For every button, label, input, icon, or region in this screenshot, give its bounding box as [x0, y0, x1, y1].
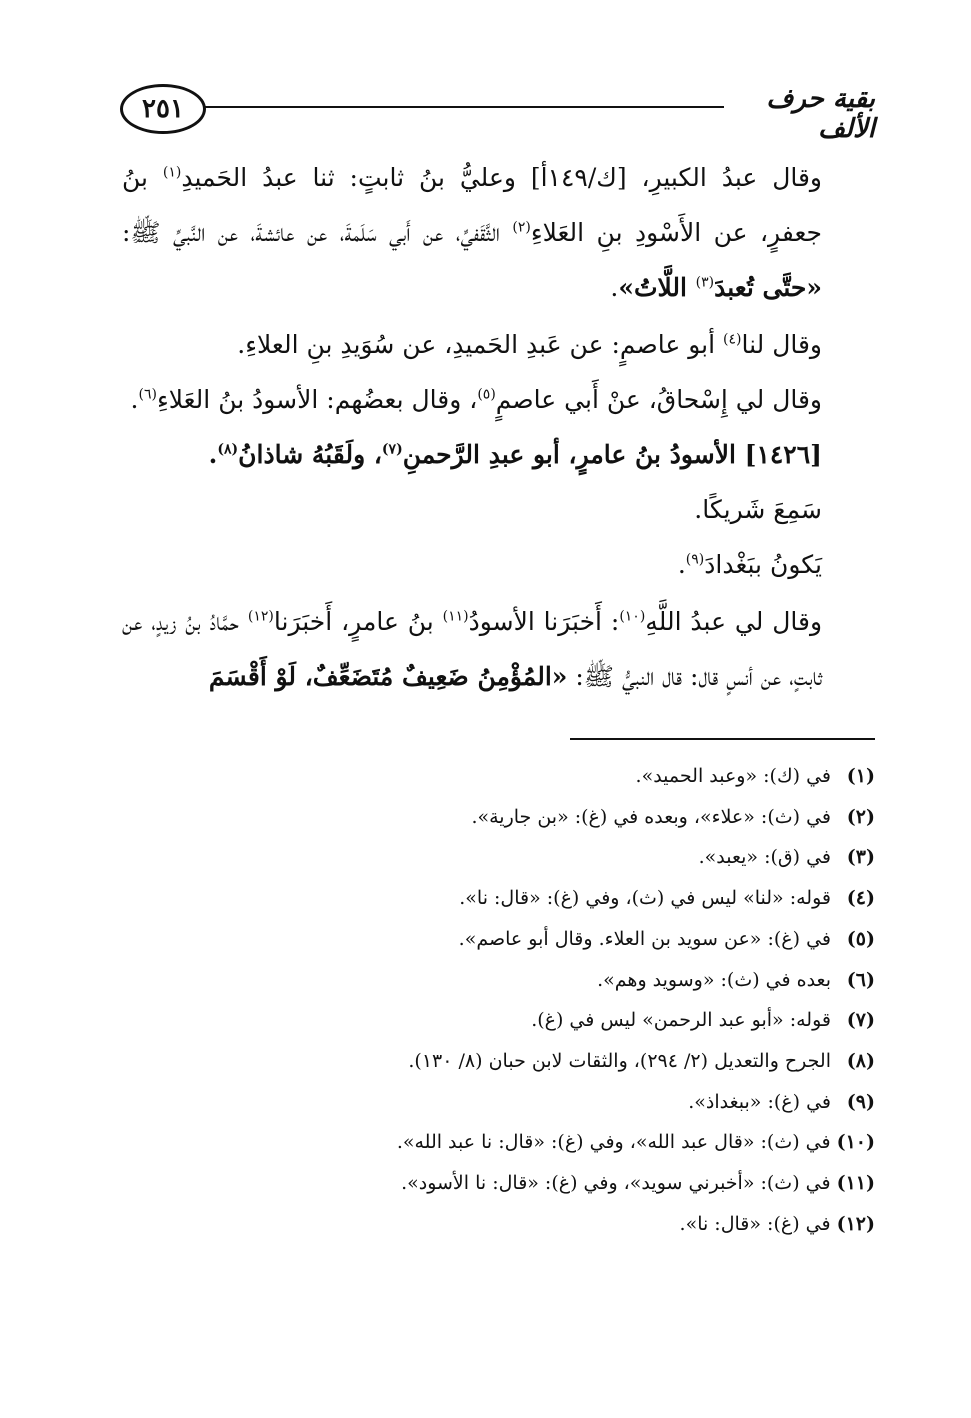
main-text [122, 150, 874, 704]
entry-heading-text: ، ولَقَبُهُ شاذانُ [238, 440, 382, 469]
footnote-marker-7[interactable]: (٧) [381, 441, 403, 458]
footnote-separator [570, 738, 875, 740]
text-segment: وقال لنا [741, 330, 822, 359]
footnote-marker-2[interactable]: (٢) [512, 219, 531, 236]
running-title: بقية حرف الألف [766, 84, 875, 144]
footnote-number: (١٢) [836, 1212, 875, 1235]
footnote-marker-1[interactable]: (١) [162, 164, 182, 181]
footnote-12 [300, 1204, 875, 1245]
footnote-number: (٥) [846, 927, 875, 950]
footnote-text: في (غ): «ببغداذ». [688, 1090, 831, 1113]
text-segment: حمَّادُ بنُ زيدٍ، عن ثابتٍ، عن أنسٍ قال: قال النبيُّ ﷺ: [122, 607, 822, 691]
text-segment: وقال لي عبدُ اللَّهِ [645, 607, 823, 636]
footnote-marker-3[interactable]: (٣) [695, 274, 715, 291]
footnote-text: الجرح والتعديل (٢/ ٢٩٤)، والثقات لابن حبان (٨/ ١٣٠). [408, 1049, 831, 1072]
paragraph-3 [122, 372, 874, 427]
hadith-quote: «حتَّى تُعبدَ [714, 273, 822, 302]
footnote-marker-9[interactable]: (٩) [685, 551, 705, 568]
footnote-number: (٢) [846, 805, 875, 828]
footnote-marker-4[interactable]: (٤) [723, 331, 742, 348]
text-segment: بنُ جعفرٍ، عن الأَسْودِ بنِ العَلاءِ [122, 163, 822, 247]
text-segment: . [130, 385, 139, 414]
footnote-number: (١١) [836, 1172, 875, 1195]
footnote-number: (١) [846, 765, 875, 787]
footnote-number: (٨) [846, 1049, 875, 1072]
footnote-2 [300, 797, 875, 838]
footnote-1 [300, 756, 875, 797]
footnote-number: (٩) [846, 1090, 875, 1113]
footnote-text: في (ث): «قال عبد الله»، وفي (غ): «قال: نا عبد الله». [396, 1131, 831, 1154]
footnote-10 [300, 1122, 875, 1163]
paragraph-7 [122, 594, 874, 704]
text-segment: يَكونُ ببَغْدادَ [704, 550, 822, 579]
text-segment: الثَّقَفيِّ، عن أَبي سَلَمةَ، عن عائشةَ، عن النَّبيِّ ﷺ: [122, 218, 513, 247]
text-segment: . [208, 440, 218, 469]
footnote-4 [300, 878, 875, 919]
hadith-quote: «المُؤْمِنُ ضَعِيفٌ مُتَضَعِّفٌ، لَوْ أَقْسَمَ [208, 662, 568, 691]
footnote-6 [300, 960, 875, 1001]
text-segment: بنُ عامرٍ، أَخبَرَنا [273, 607, 443, 636]
footnote-number: (٦) [846, 968, 875, 991]
entry-heading-text: [١٤٢٦] الأسودُ بنُ عامرٍ، أبو عبدِ الرَّحمنِ [402, 440, 822, 469]
footnote-7 [300, 1000, 875, 1041]
footnote-9 [300, 1082, 875, 1123]
footnote-number: (٧) [846, 1009, 875, 1032]
footnote-number: (٤) [846, 887, 875, 910]
text-segment: أبو عاصمٍ: عن عَبدِ الحَميدِ، عن سُوَيدِ بنِ العلاءِ. [237, 330, 723, 359]
footnote-11 [300, 1163, 875, 1204]
page-number-badge [120, 84, 206, 134]
paragraph-1 [122, 150, 874, 315]
text-segment: : أَخبَرَنا الأسودُ [468, 607, 620, 636]
page-number: ٢٥١ [142, 94, 184, 124]
text-segment: . [677, 550, 686, 579]
footnote-marker-10[interactable]: (١٠) [619, 608, 646, 625]
footnote-text: في (غ): «قال: نا». [679, 1212, 831, 1235]
footnote-text: في (غ): «عن سويد بن العلاء. وقال أبو عاصم». [458, 927, 831, 950]
footnote-text: قوله: «لنا» ليس في (ث)، وفي (غ): «قال: نا». [459, 887, 831, 910]
text-segment: . [610, 273, 619, 302]
footnote-text: في (ث): «علاء»، وبعده في (غ): «بن جارية». [471, 805, 831, 828]
paragraph-2 [122, 317, 874, 372]
footnote-text: في (ق): «يعبد». [698, 846, 831, 869]
footnote-text: قوله: «أبو عبد الرحمن» ليس في (غ). [531, 1009, 831, 1032]
footnote-marker-11[interactable]: (١١) [442, 608, 469, 625]
footnote-5 [300, 919, 875, 960]
entry-heading-1426 [122, 427, 874, 482]
footnote-number: (١٠) [836, 1131, 875, 1154]
footnote-marker-5[interactable]: (٥) [477, 386, 496, 403]
footnote-8 [300, 1041, 875, 1082]
hadith-quote: اللَّاتُ» [618, 273, 696, 302]
footnote-marker-6[interactable]: (٦) [138, 386, 157, 403]
footnote-text: في (ث): «أخبرني سويد»، وفي (غ): «قال: نا الأسود». [401, 1172, 831, 1195]
footnote-marker-8[interactable]: (٨) [217, 441, 239, 458]
text-segment: ، وقال بعضُهم: الأسودُ بنُ العَلاءِ [156, 385, 478, 414]
text-segment: سَمِعَ شَريكًا. [694, 495, 822, 524]
paragraph-5 [122, 482, 874, 537]
footnote-3 [300, 837, 875, 878]
header-rule [204, 106, 724, 108]
text-segment: وقال لي إِسْحاقُ، عنْ أَبي عاصمٍ [495, 385, 822, 414]
footnote-text: بعده في (ث): «وسويد وهم». [597, 968, 831, 991]
paragraph-6 [122, 537, 874, 592]
footnotes [300, 756, 875, 1244]
footnote-text: في (ك): «وعبد الحميد». [635, 765, 831, 787]
page-header [120, 78, 875, 144]
footnote-marker-12[interactable]: (١٢) [247, 608, 274, 625]
text-segment: وقال عبدُ الكبيرِ، [ك/١٤٩أ] وعليُّ بنُ ثابتٍ: ثنا عبدُ الحَميدِ [181, 163, 822, 192]
footnote-number: (٣) [846, 846, 875, 869]
